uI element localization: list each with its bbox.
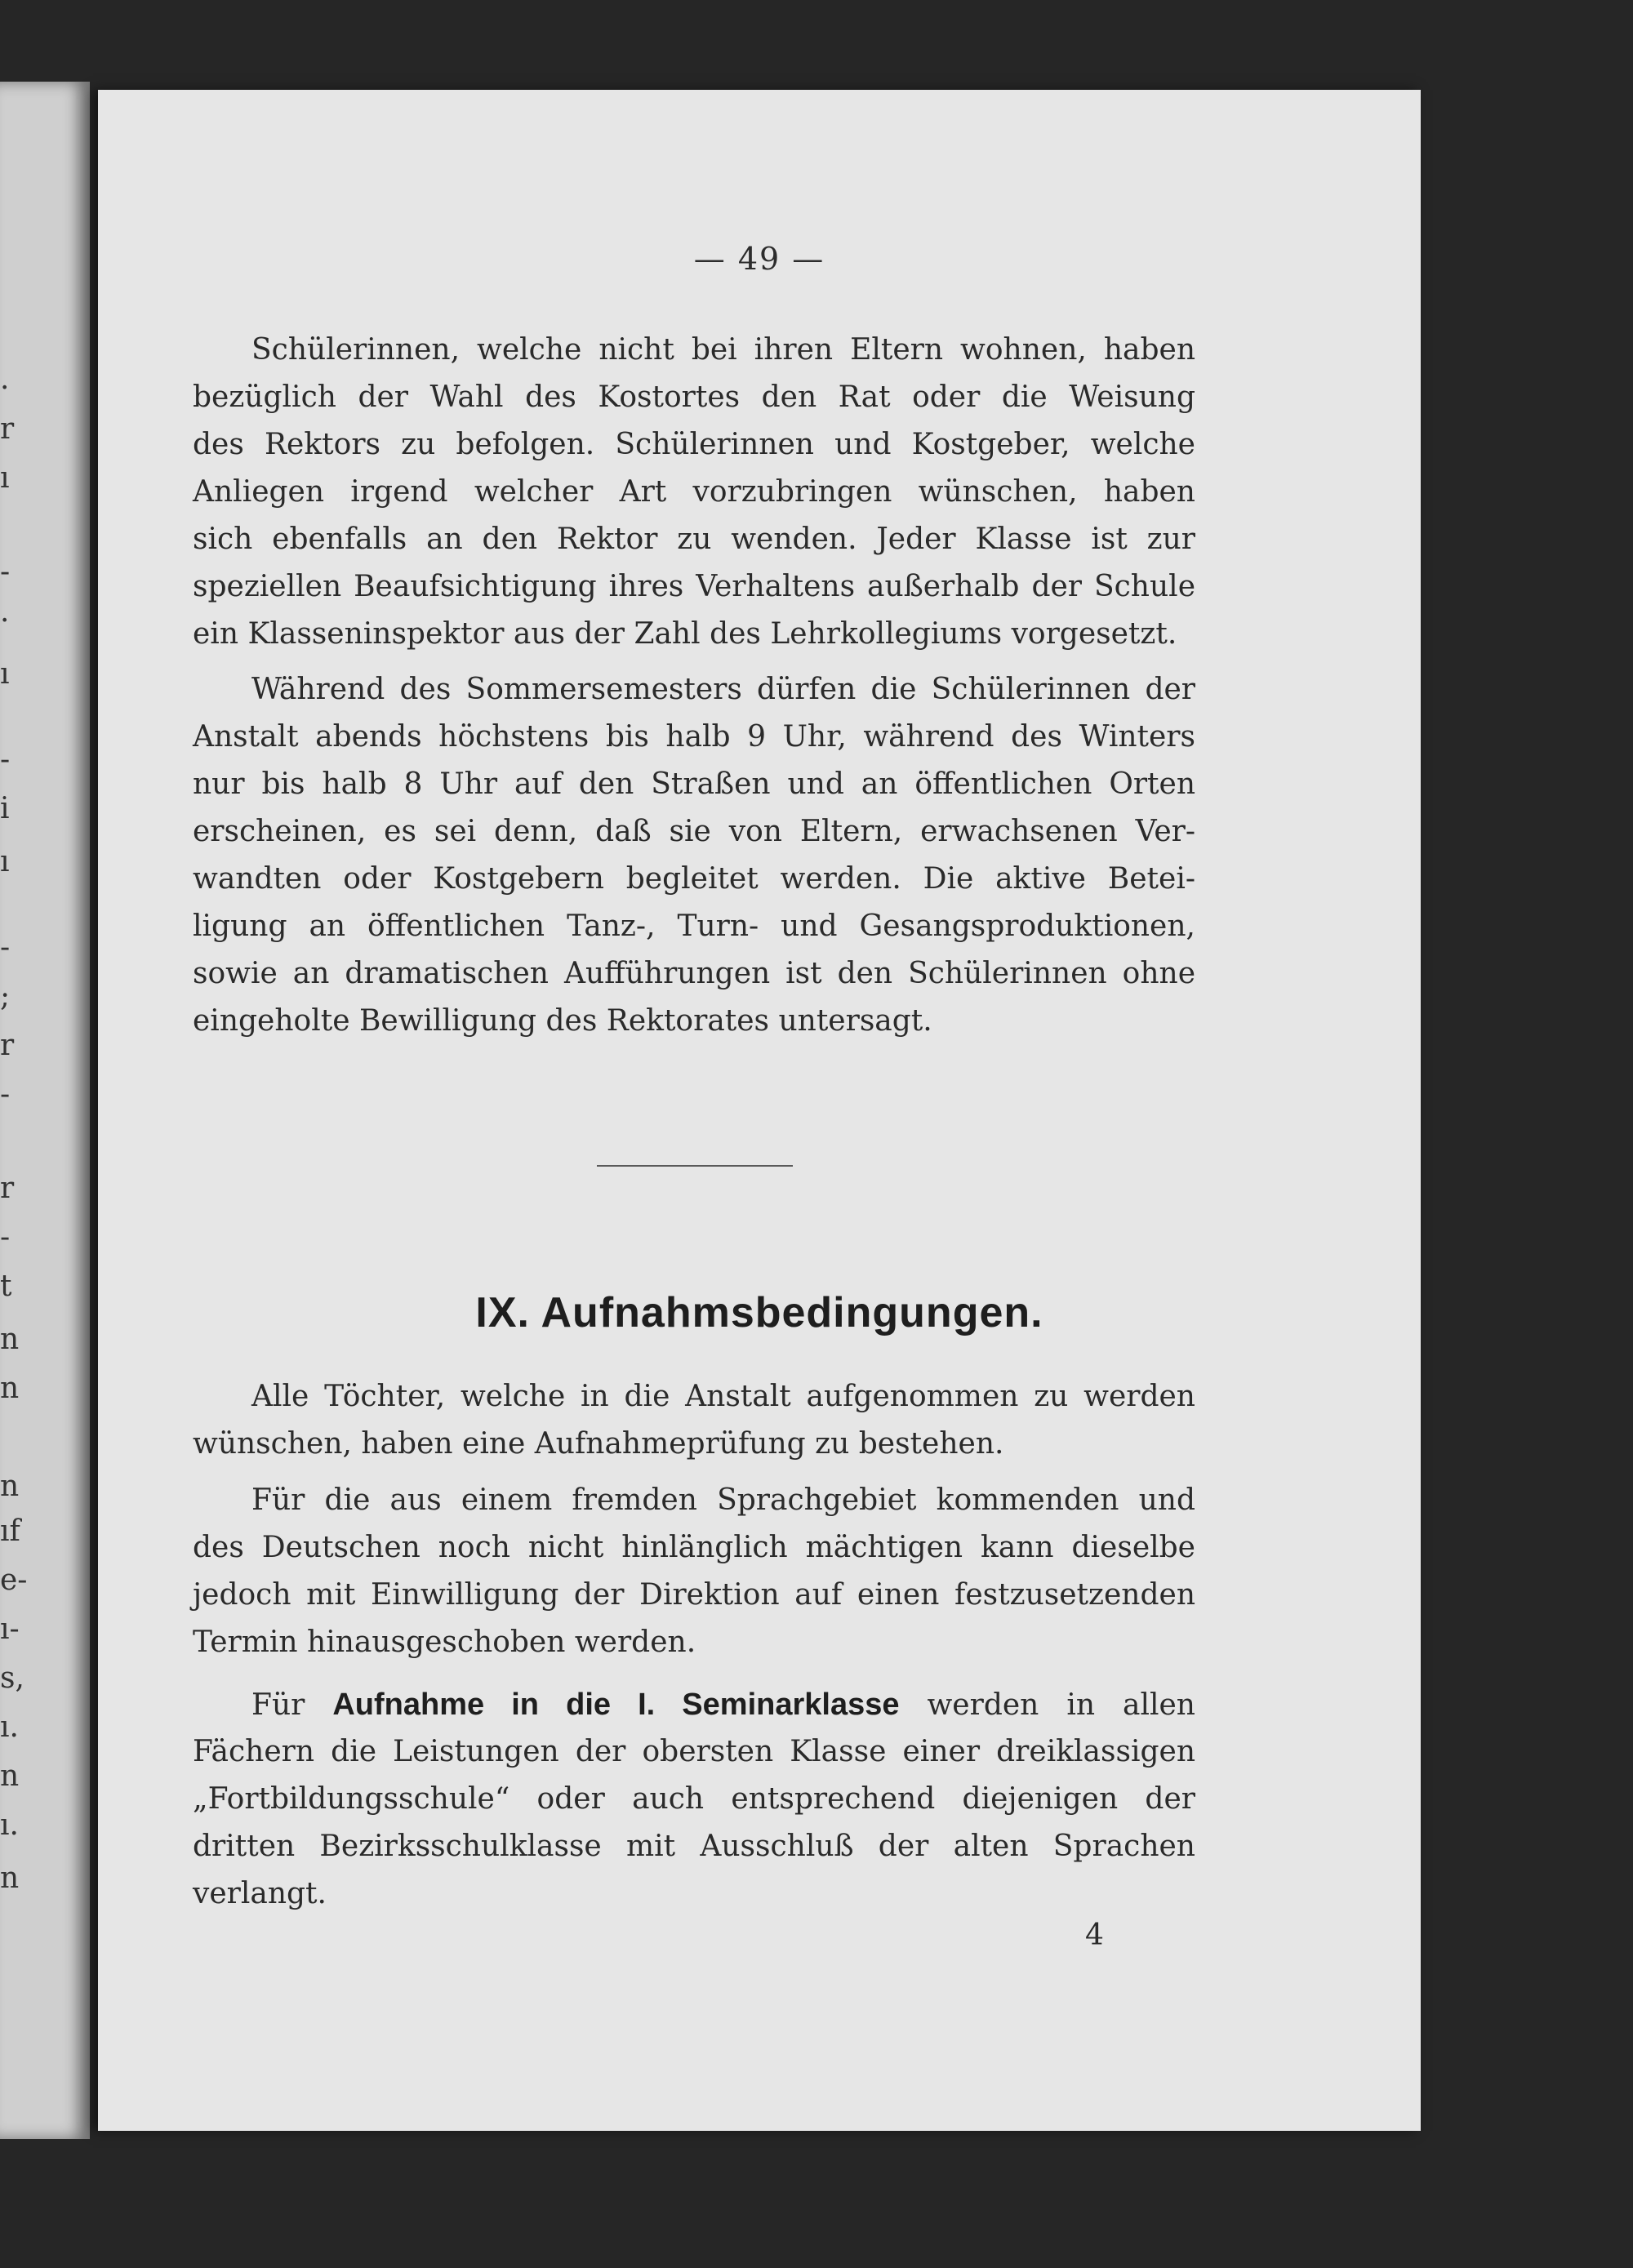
text-line: wünschen, haben eine Aufnahmeprüfung zu bestehen. (193, 1427, 1004, 1461)
text-line: „Fortbildungsschule“ oder auch entsprechend diejenigen der (193, 1782, 1195, 1816)
margin-char: ı (0, 657, 10, 691)
margin-char: n (0, 1861, 20, 1895)
margin-char: ı. (0, 1710, 19, 1744)
text-line: eingeholte Bewilligung des Rektorates untersagt. (193, 1004, 932, 1038)
text-line: sowie an dramatischen Aufführungen ist den Schülerinnen ohne (193, 957, 1195, 990)
text-line: ligung an öffentlichen Tanz-, Turn- und Gesangsproduktionen, (193, 909, 1195, 943)
text-line: des Deutschen noch nicht hinlänglich mächtigen kann dieselbe (193, 1531, 1195, 1564)
text-line: bezüglich der Wahl des Kostortes den Rat oder die Weisung (193, 380, 1195, 414)
margin-char: · (0, 371, 10, 405)
section-heading: IX. Aufnahmsbedingungen. (475, 1289, 1043, 1336)
margin-char: - (0, 555, 11, 589)
text-line: sich ebenfalls an den Rektor zu wenden. Jeder Klasse ist zur (193, 523, 1195, 556)
left-page-edge (0, 82, 90, 2139)
margin-char: - (0, 1221, 11, 1254)
margin-char: ı (0, 461, 10, 495)
text-line: verlangt. (193, 1877, 327, 1910)
margin-char: s, (0, 1661, 24, 1695)
text-line: ein Klasseninspektor aus der Zahl des Lehrkollegiums vorgesetzt. (193, 617, 1177, 651)
margin-char: r (0, 1029, 15, 1062)
page-number: — 49 — (693, 241, 825, 277)
margin-char: - (0, 743, 11, 776)
signature-mark: 4 (1085, 1919, 1104, 1952)
margin-char: - (0, 1078, 11, 1111)
margin-char: · (0, 604, 10, 638)
text-line: Anliegen irgend welcher Art vorzubringen wünschen, haben (193, 475, 1195, 509)
text-line: Für die aus einem fremden Sprachgebiet kommenden und (251, 1483, 1195, 1517)
margin-char: ı- (0, 1612, 20, 1646)
text-line: nur bis halb 8 Uhr auf den Straßen und an öffentlichen Orten (193, 767, 1195, 801)
text-line: Schülerinnen, welche nicht bei ihren Eltern wohnen, haben (251, 333, 1195, 367)
text-line: wandten oder Kostgebern begleitet werden. Die aktive Betei- (193, 862, 1195, 896)
margin-char: - (0, 931, 11, 964)
margin-char: n (0, 1323, 20, 1356)
margin-char: n (0, 1759, 20, 1793)
text-line (193, 1681, 1195, 1728)
paragraph-foreign-language (193, 1477, 1195, 1666)
text-line: Anstalt abends höchstens bis halb 9 Uhr, während des Winters (193, 720, 1195, 754)
tail-text: werden in allen (927, 1688, 1195, 1722)
text-line: jedoch mit Einwilligung der Direktion auf einen festzusetzenden (193, 1578, 1195, 1612)
book-page (98, 90, 1421, 2131)
text-line: dritten Bezirksschulklasse mit Ausschluß der alten Sprachen (193, 1830, 1195, 1863)
paragraph-admission-exam (193, 1373, 1195, 1468)
margin-char: ı (0, 845, 10, 878)
margin-char: ; (0, 980, 11, 1013)
paragraph-curfew-rules (193, 666, 1195, 1045)
text-line: erscheinen, es sei denn, daß sie von Eltern, erwachsenen Ver- (193, 815, 1195, 848)
margin-char: r (0, 1172, 15, 1205)
margin-char: t (0, 1270, 12, 1303)
text-line: Termin hinausgeschoben werden. (193, 1625, 696, 1659)
lead-text: Für (251, 1688, 305, 1722)
margin-char: ı. (0, 1808, 19, 1842)
margin-char: e- (0, 1563, 28, 1597)
text-line: Alle Töchter, welche in die Anstalt aufgenommen zu werden (251, 1380, 1195, 1413)
emphasized-text: Aufnahme in die I. Seminarklasse (332, 1688, 900, 1722)
margin-char: n (0, 1372, 20, 1405)
margin-char: n (0, 1470, 20, 1503)
margin-char: r (0, 412, 15, 446)
margin-char: ıf (0, 1514, 20, 1548)
paragraph-seminar-admission (193, 1681, 1195, 1918)
text-line: Fächern die Leistungen der obersten Klasse einer dreiklassigen (193, 1735, 1195, 1768)
text-line: des Rektors zu befolgen. Schülerinnen und Kostgeber, welche (193, 428, 1195, 461)
text-line: Während des Sommersemesters dürfen die Schülerinnen der (251, 673, 1195, 706)
section-divider (597, 1165, 793, 1167)
margin-char: i (0, 792, 10, 825)
paragraph-boarding-rules (193, 327, 1195, 658)
text-line: speziellen Beaufsichtigung ihres Verhaltens außerhalb der Schule (193, 570, 1195, 603)
